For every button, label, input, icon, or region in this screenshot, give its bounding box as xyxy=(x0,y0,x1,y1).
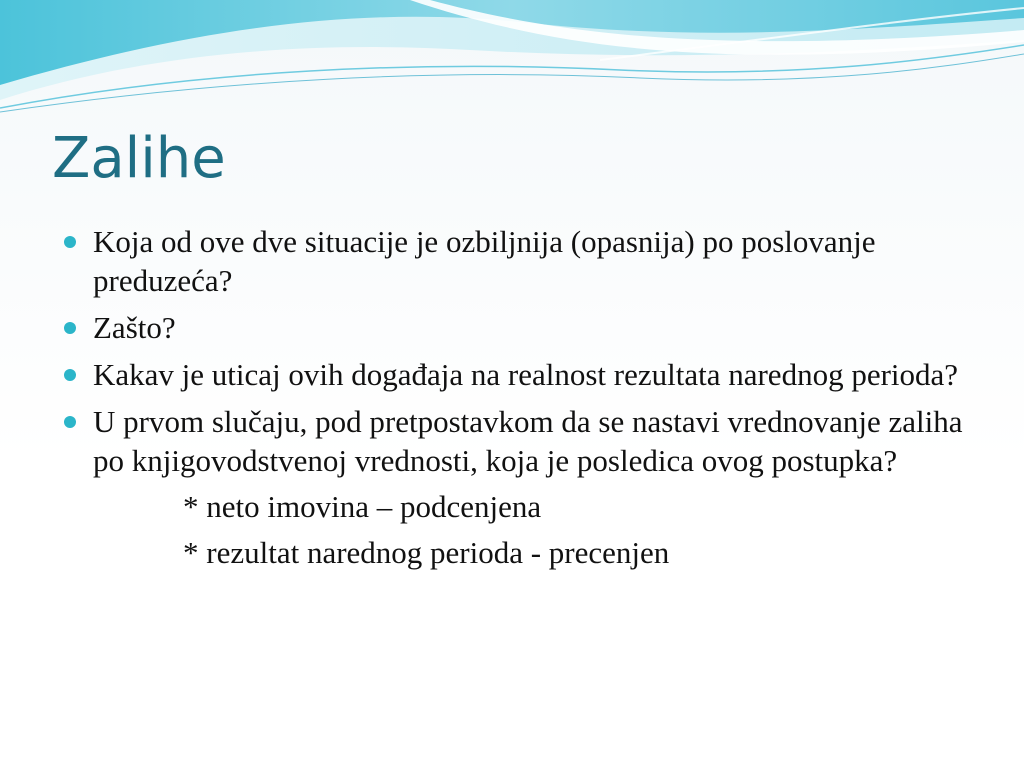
slide-title: Zalihe xyxy=(52,126,226,191)
bullet-item xyxy=(64,308,984,347)
bullet-item xyxy=(64,402,984,572)
bullet-item xyxy=(64,222,984,300)
bullet-dot-icon xyxy=(64,416,76,428)
sub-item: * neto imovina – podcenjena xyxy=(183,489,542,524)
sub-item: * rezultat narednog perioda - precenjen xyxy=(183,535,670,570)
bullet-dot-icon xyxy=(64,322,76,334)
bullet-text: Koja od ove dve situacije je ozbiljnija (opasnija) po poslovanje preduzeća? xyxy=(93,224,876,298)
bullet-list xyxy=(64,222,984,580)
bullet-dot-icon xyxy=(64,236,76,248)
bullet-item xyxy=(64,355,984,394)
header-wave-decoration xyxy=(0,0,1024,120)
bullet-dot-icon xyxy=(64,369,76,381)
bullet-text: U prvom slučaju, pod pretpostavkom da se nastavi vrednovanje zaliha po knjigovodstvenoj vrednosti, koja je posledica ovog postupka? xyxy=(93,404,963,478)
bullet-text: Kakav je uticaj ovih događaja na realnost rezultata narednog perioda? xyxy=(93,357,959,392)
bullet-text: Zašto? xyxy=(93,310,176,345)
